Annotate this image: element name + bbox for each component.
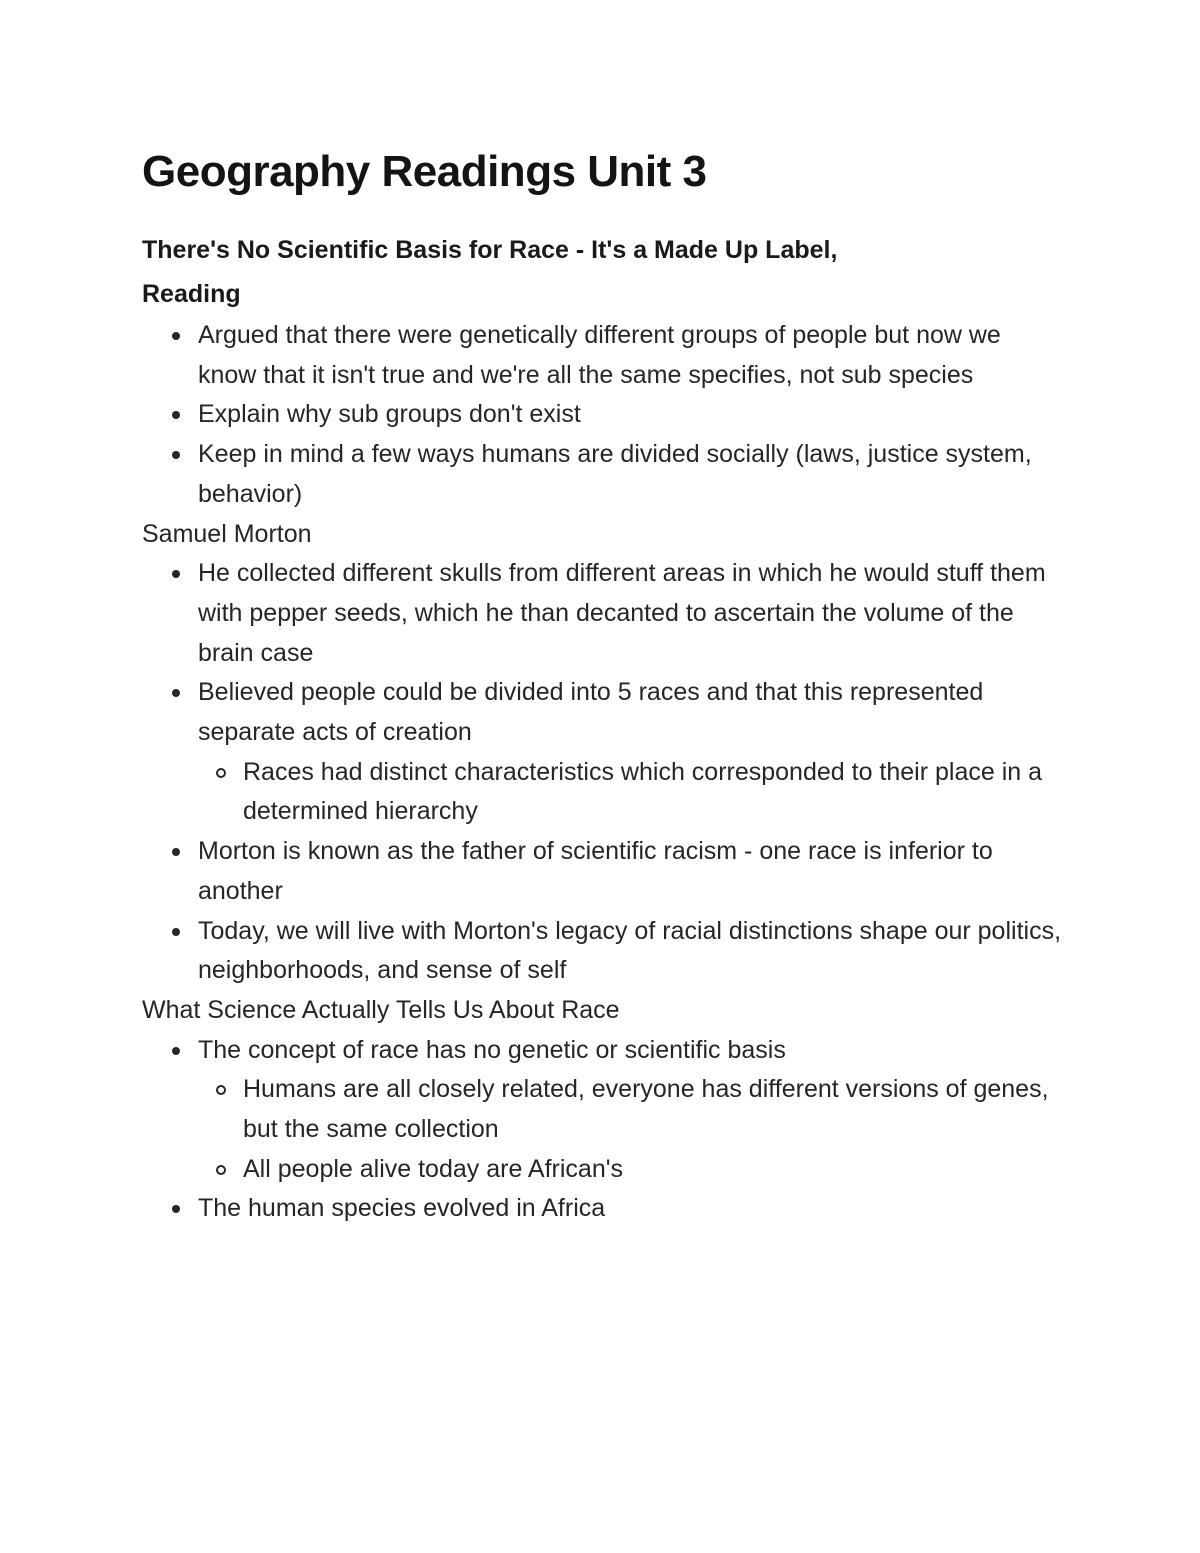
list-item: [142, 1031, 1062, 1190]
list-item: Explain why sub groups don't exist: [142, 395, 1062, 435]
list-item-text: The concept of race has no genetic or scientific basis: [198, 1035, 786, 1064]
sub-list-item: Humans are all closely related, everyone has different versions of genes, but the same collection: [198, 1070, 1062, 1149]
list-item: Today, we will live with Morton's legacy of racial distinctions shape our politics, neighborhoods, and sense of self: [142, 912, 1062, 991]
section-race-label: [142, 228, 1062, 515]
sub-list-item: Races had distinct characteristics which corresponded to their place in a determined hierarchy: [198, 753, 1062, 832]
list-item: Keep in mind a few ways humans are divided socially (laws, justice system, behavior): [142, 435, 1062, 514]
list-item: The human species evolved in Africa: [142, 1189, 1062, 1229]
list-item: Argued that there were genetically different groups of people but now we know that it isn't true and we're all the same specifies, not sub species: [142, 316, 1062, 395]
section-samuel-morton: [142, 515, 1062, 991]
bullet-list: [142, 554, 1062, 991]
section-heading: What Science Actually Tells Us About Race: [142, 995, 620, 1024]
list-item-text: Believed people could be divided into 5 races and that this represented separate acts of creation: [198, 678, 984, 747]
sub-list-item: All people alive today are African's: [198, 1150, 1062, 1190]
section-heading-line1: There's No Scientific Basis for Race - It's a Made Up Label,: [142, 236, 838, 264]
bullet-list: [142, 316, 1062, 515]
sub-bullet-list: [198, 753, 1062, 832]
sub-bullet-list: [198, 1070, 1062, 1189]
list-item: Morton is known as the father of scientific racism - one race is inferior to another: [142, 832, 1062, 911]
section-science-race: [142, 991, 1062, 1229]
document-page: [142, 140, 1062, 1229]
bullet-list: [142, 1031, 1062, 1230]
list-item: [142, 673, 1062, 832]
list-item: He collected different skulls from different areas in which he would stuff them with pepper seeds, which he than decanted to ascertain the volume of the brain case: [142, 554, 1062, 673]
section-heading-line2: Reading: [142, 280, 241, 308]
section-heading: [142, 228, 1062, 316]
section-heading: Samuel Morton: [142, 519, 312, 548]
page-title: Geography Readings Unit 3: [142, 147, 707, 196]
